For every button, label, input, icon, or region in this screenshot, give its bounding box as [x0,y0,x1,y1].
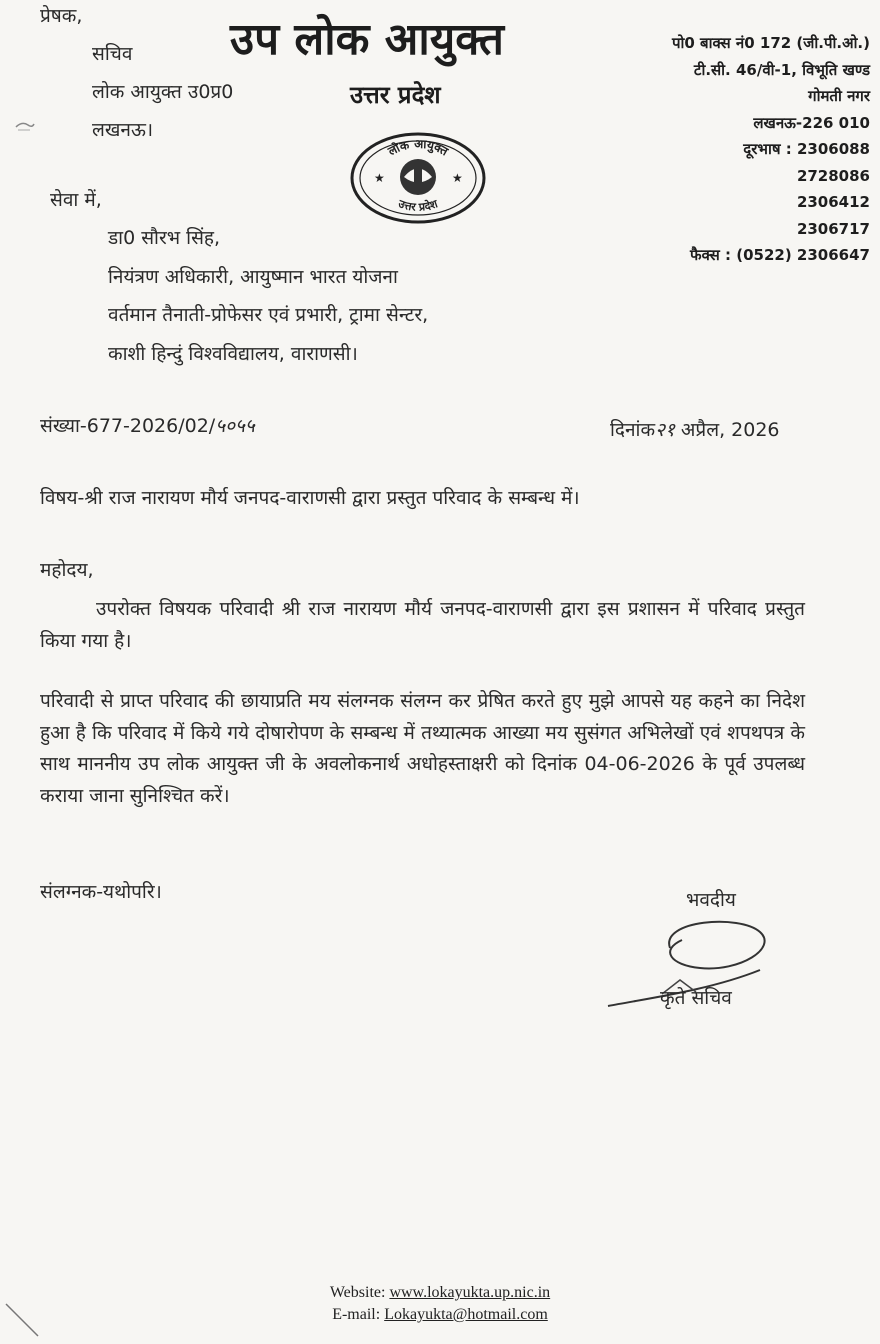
website-link[interactable]: www.lokayukta.up.nic.in [389,1284,551,1301]
sender-office: लोक आयुक्त उ0प्र0 [92,81,234,103]
address-line-4: लखनऊ-226 010 [753,113,870,132]
salutation: महोदय, [40,559,94,581]
date-day-handwritten: २१ [655,419,675,441]
lokayukta-seal [348,130,488,230]
recipient-line-3: काशी हिन्दुं विश्वविद्यालय, वाराणसी। [108,342,358,365]
closing-yours: भवदीय [686,889,736,911]
recipient-line-2: वर्तमान तैनाती-प्रोफेसर एवं प्रभारी, ट्रामा सेन्टर, [108,304,429,326]
sender-city: लखनऊ। [92,119,154,141]
to-label: सेवा में, [50,189,102,211]
punch-mark-icon [14,118,36,137]
from-label: प्रेषक, [40,5,83,27]
email-label: E-mail: [332,1306,381,1323]
website-label: Website: [329,1284,386,1301]
body-paragraph-2: परिवादी से प्राप्त परिवाद की छायाप्रति मय संलग्नक संलग्न कर प्रेषित करते हुए मुझे आपसे यह कहने का निदेश हुआ है कि परिवाद में किये गये दोषारोपण के सम्बन्ध में तथ्यात्मक आख्या मय सुसंगत अभिलेखों एवं शपथपत्र के साथ माननीय उप लोक आयुक्त जी के अवलोकनार्थ अधोहस्ताक्षरी को दिनांक 04-06-2026 के पूर्व उपलब्ध कराया जाना सुनिश्चित करें। [40,690,805,807]
phone-2: 2728086 [796,166,870,185]
reference-prefix: संख्या-677-2026/02/ [40,415,216,437]
closing-designation: कृते सचिव [660,987,732,1009]
address-line-1: पो0 बाक्स नं0 172 (जी.पी.ओ.) [671,34,870,52]
footer-website-row [0,1282,880,1304]
address-line-3: गोमती नगर [808,87,870,105]
footer-email-row [0,1304,880,1326]
subject-line: विषय-श्री राज नारायण मौर्य जनपद-वाराणसी द्वारा प्रस्तुत परिवाद के सम्बन्ध में। [40,487,580,509]
letterhead-title: उप लोक आयुक्त [230,14,504,65]
enclosure-note: संलग्नक-यथोपरि। [40,881,162,903]
reference-number [40,414,255,438]
recipient-line-1: नियंत्रण अधिकारी, आयुष्मान भारत योजना [108,265,398,288]
address-line-2: टी.सी. 46/वी-1, विभूति खण्ड [693,60,870,79]
letterhead-state: उत्तर प्रदेश [350,81,441,109]
body-paragraph-1: उपरोक्त विषयक परिवादी श्री राज नारायण मौर्य जनपद-वाराणसी द्वारा इस प्रशासन में परिवाद प्रस्तुत किया गया है। [40,598,805,652]
seal-bottom-text: उत्तर प्रदेश [396,197,440,214]
svg-text:उत्तर प्रदेश [396,197,440,214]
reference-handwritten: ५०५५ [215,415,255,437]
sender-block [40,4,233,156]
svg-text:लोक आयुक्त [385,137,452,159]
date-prefix: दिनांक [610,419,656,441]
fax-number: फैक्स : (0522) 2306647 [690,246,870,264]
seal-top-text: लोक आयुक्त [385,136,451,159]
svg-text:★: ★ [374,171,385,185]
phone-primary: दूरभाष : 2306088 [743,140,870,158]
letter-date [610,418,780,442]
sender-designation: सचिव [92,43,133,65]
office-address [672,30,870,269]
date-rest: अप्रैल, 2026 [674,419,780,441]
phone-3: 2306412 [796,193,870,211]
recipient-block [108,226,428,380]
fold-mark-icon [4,1300,44,1344]
email-link[interactable]: Lokayukta@hotmail.com [384,1306,548,1323]
letter-footer [0,1282,880,1326]
recipient-name: डा0 सौरभ सिंह, [108,227,221,249]
phone-4: 2306717 [796,219,870,238]
svg-text:★: ★ [452,171,463,185]
